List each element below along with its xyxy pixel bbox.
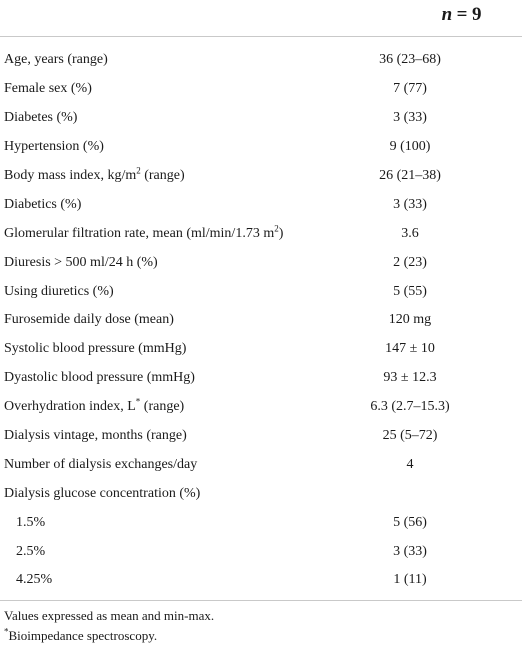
- table-row: [0, 422, 522, 451]
- row-value: 36 (23–68): [379, 52, 441, 68]
- row-value: 5 (55): [393, 283, 427, 299]
- table-row: [0, 219, 522, 248]
- row-value: 3 (33): [393, 110, 427, 126]
- table-row: [0, 75, 522, 104]
- row-value: 26 (21–38): [379, 168, 441, 183]
- table-footer-divider: [0, 600, 522, 601]
- footnote-mark: *: [4, 626, 9, 637]
- n-symbol: n: [441, 4, 453, 25]
- row-label-suffix: (range): [140, 399, 185, 415]
- row-label: [4, 396, 185, 415]
- row-label: Using diuretics (%): [4, 283, 114, 299]
- row-label: Number of dialysis exchanges/day: [4, 456, 198, 472]
- row-label-superscript: *: [135, 396, 141, 407]
- table-row: [0, 335, 522, 364]
- row-label: Dialysis glucose concentration (%): [4, 485, 201, 501]
- table-row: [0, 393, 522, 422]
- row-label: 4.25%: [16, 572, 53, 588]
- row-label: Diuresis > 500 ml/24 h (%): [4, 254, 158, 270]
- row-label: [4, 165, 185, 184]
- row-label: Diabetics (%): [4, 196, 82, 212]
- table-row: [0, 306, 522, 335]
- table-row-subitem: [0, 537, 522, 566]
- table-row: [0, 450, 522, 479]
- row-value: 2 (23): [393, 254, 427, 270]
- row-value: 3 (33): [393, 196, 427, 212]
- row-label: 1.5%: [16, 514, 46, 530]
- row-value: 3 (33): [393, 543, 427, 559]
- row-label: Hypertension (%): [4, 139, 104, 155]
- row-label: [4, 223, 284, 242]
- table-row: [0, 479, 522, 508]
- table-body: [0, 46, 522, 595]
- row-label: 2.5%: [16, 543, 46, 559]
- table-row: [0, 104, 522, 133]
- row-label-suffix: (range): [140, 168, 185, 183]
- row-value: 5 (56): [393, 514, 427, 530]
- table-row: [0, 46, 522, 75]
- row-value: 9 (100): [389, 139, 431, 155]
- sample-size-header: [442, 4, 482, 26]
- row-label-text: Glomerular filtration rate, mean (ml/min/1.73 m: [4, 225, 275, 241]
- row-label: Furosemide daily dose (mean): [4, 312, 174, 328]
- table-row-subitem: [0, 508, 522, 537]
- row-label-superscript: 2: [274, 223, 279, 234]
- table-header: [0, 0, 522, 37]
- row-value: 7 (77): [393, 81, 427, 97]
- row-label: Dyastolic blood pressure (mmHg): [4, 370, 195, 386]
- row-value: 25 (5–72): [382, 428, 438, 444]
- table-row: [0, 133, 522, 162]
- table-row: [0, 364, 522, 393]
- table-row: [0, 248, 522, 277]
- row-label-superscript: 2: [136, 165, 141, 176]
- row-value: 93 ± 12.3: [383, 370, 437, 386]
- row-label-text: Body mass index, kg/m: [4, 168, 137, 183]
- row-label: Diabetes (%): [4, 110, 78, 126]
- table-row: [0, 277, 522, 306]
- row-label: Systolic blood pressure (mmHg): [4, 341, 187, 357]
- footnote-bioimpedance: [4, 628, 157, 644]
- row-value: 4: [406, 456, 414, 472]
- row-value: 6.3 (2.7–15.3): [370, 399, 450, 415]
- footnote-text: Bioimpedance spectroscopy.: [8, 628, 158, 643]
- row-label-suffix: ): [278, 225, 284, 241]
- n-value: 9: [472, 4, 482, 25]
- table-row: [0, 162, 522, 191]
- row-value: 120 mg: [388, 312, 432, 328]
- row-label: Female sex (%): [4, 81, 92, 97]
- n-equals: =: [456, 4, 468, 25]
- table-row: [0, 190, 522, 219]
- row-value: 3.6: [401, 225, 419, 241]
- row-value: 147 ± 10: [385, 341, 435, 357]
- row-value: 1 (11): [393, 572, 427, 588]
- footnote-values: Values expressed as mean and min-max.: [4, 608, 215, 623]
- row-label: Age, years (range): [4, 52, 108, 68]
- table-row-subitem: [0, 566, 522, 595]
- row-label: Dialysis vintage, months (range): [4, 428, 187, 444]
- row-label-text: Overhydration index, L: [4, 399, 136, 415]
